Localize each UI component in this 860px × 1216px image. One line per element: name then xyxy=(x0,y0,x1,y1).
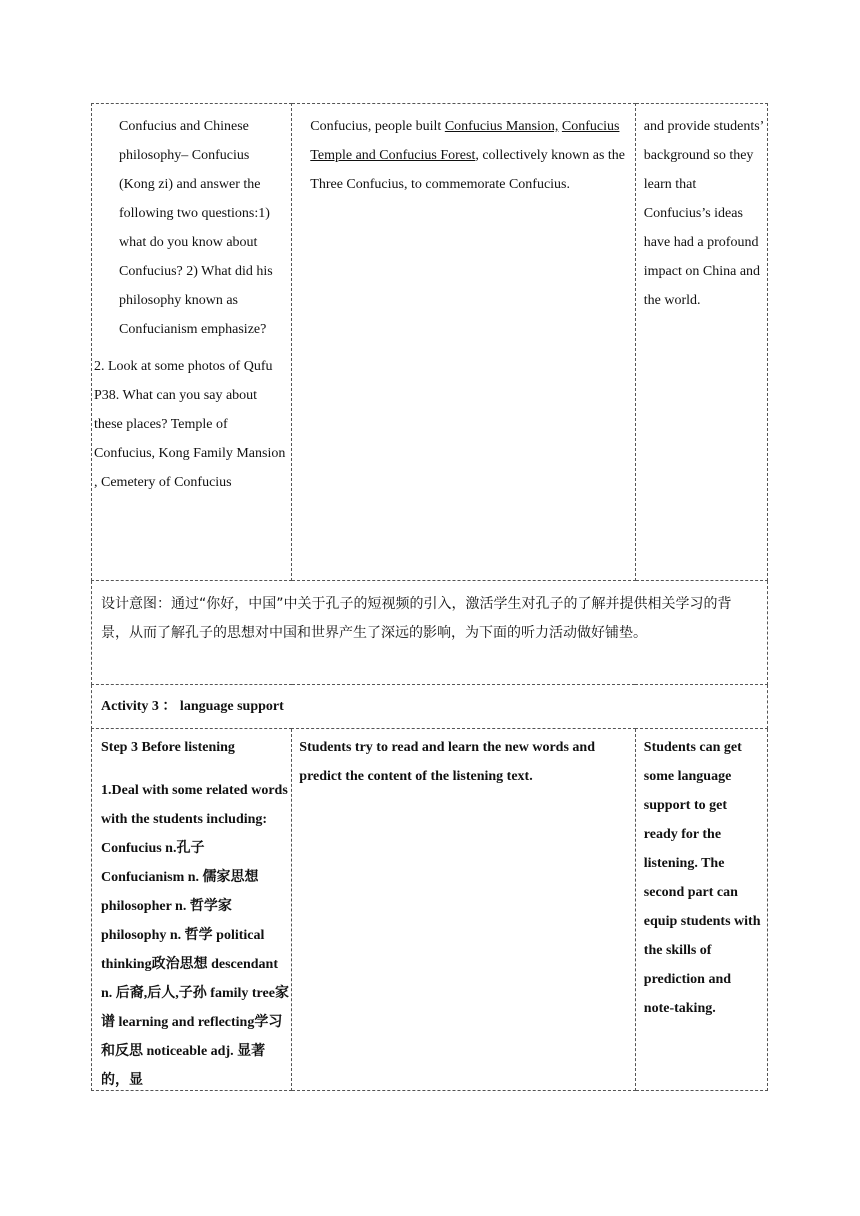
step3-cell xyxy=(92,729,292,1091)
step3-purpose-text: Students can get some language support to get ready for the listening. The second part can equip students with the skills of prediction and note-taking. xyxy=(643,740,761,1016)
procedure-cell xyxy=(92,104,292,581)
confucius-mansion-text: Confucius Mansion, xyxy=(444,119,559,134)
confucius-temple-forest-text: Confucius Temple and Confucius Forest xyxy=(310,119,620,163)
step3-purpose-cell xyxy=(635,729,767,1091)
design-intent-text: 设计意图：通过“你好，中国”中关于孔子的短视频的引入，激活学生对孔子的了解并提供相关学习的背景，从而了解孔子的思想对中国和世界产生了深远的影响，为下面的听力活动做好铺垫。 xyxy=(101,596,732,641)
lesson-plan-table xyxy=(91,103,768,1091)
student-activity-text xyxy=(292,104,635,199)
student-task-text: Students try to read and learn the new words and predict the content of the listening text. xyxy=(299,740,595,784)
text-before: Confucius, people built xyxy=(310,119,445,134)
table-row xyxy=(92,104,768,581)
student-activity-cell xyxy=(292,104,636,581)
text-after: , collectively known as the Three Confucius, to commemorate Confucius. xyxy=(310,148,626,192)
purpose-text: and provide students’ background so they learn that Confucius’s ideas have had a profound impact on China and the world. xyxy=(643,119,764,308)
activity-3-title: Activity 3 ： language support xyxy=(101,699,284,714)
activity-3-cell xyxy=(92,685,768,729)
student-task-cell xyxy=(292,729,636,1091)
procedure-intro: Confucius and Chinese philosophy– Confucius (Kong zi) and answer the following two questions:1) what do you know about Confucius? 2) What did his philosophy known as Confucianism emphasize? xyxy=(119,119,273,337)
table-row xyxy=(92,729,768,1091)
purpose-cell xyxy=(635,104,767,581)
procedure-item-2: 2. Look at some photos of Qufu P38. What can you say about these places? Temple of Confucius, Kong Family Mansion , Cemetery of Confucius xyxy=(94,359,286,490)
table-row xyxy=(92,685,768,729)
step3-title: Step 3 Before listening xyxy=(101,740,235,755)
step3-words: 1.Deal with some related words with the students including: Confucius n.孔子 Confucianism n. 儒家思想 philosopher n. 哲学家 philosophy n. 哲学 political thinking政治思想 descendant n. 后裔,后人,子孙 family tree家谱 learning and reflecting学习和反思 noticeable adj. 显著的，显 xyxy=(101,783,289,1088)
table-row xyxy=(92,581,768,685)
design-intent-cell xyxy=(92,581,768,685)
